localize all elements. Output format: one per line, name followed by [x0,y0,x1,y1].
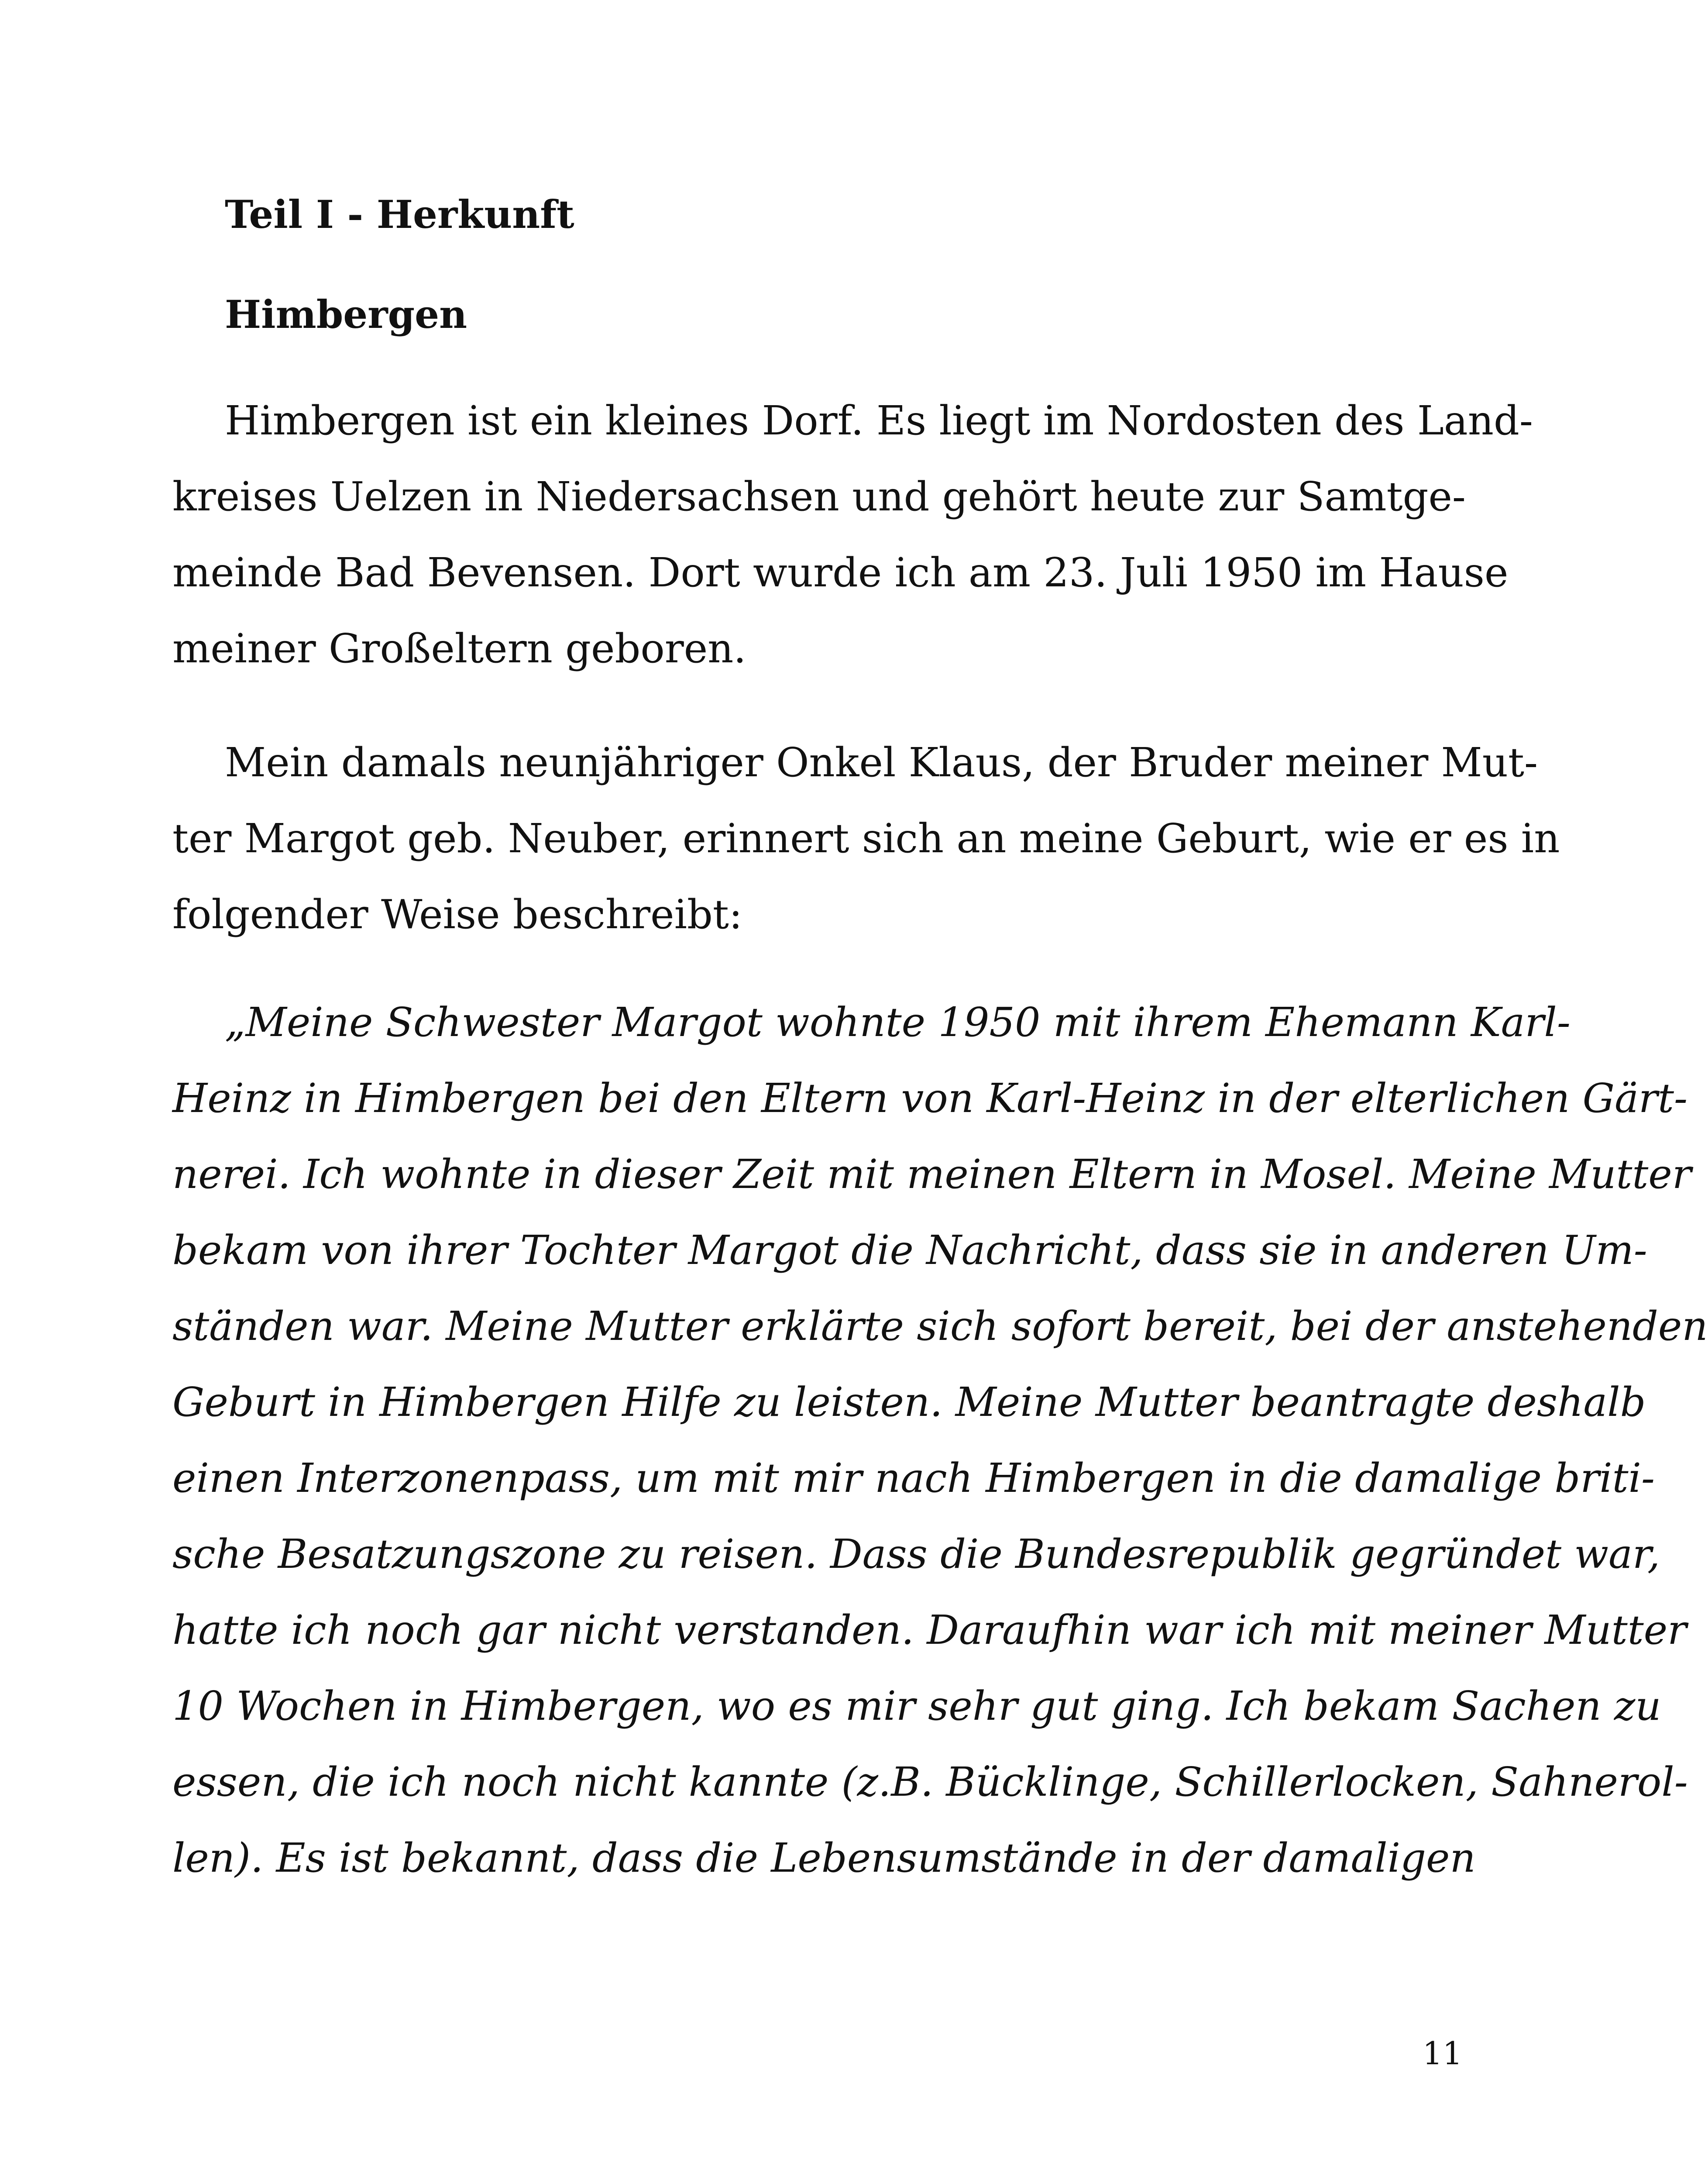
text-line: ter Margot geb. Neuber, erinnert sich an meine Geburt, wie er es in [172,815,1560,862]
quote-line: sche Besatzungszone zu reisen. Dass die Bundesrepublik gegründet war, [172,1531,1660,1577]
text-line: meinde Bad Bevensen. Dort wurde ich am 23. Juli 1950 im Hause [172,549,1509,596]
quote-line: ständen war. Meine Mutter erklärte sich sofort bereit, bei der anstehenden [172,1303,1708,1350]
quote-line: hatte ich noch gar nicht verstanden. Daraufhin war ich mit meiner Mutter [172,1607,1687,1653]
page-number: 11 [1423,2035,1463,2072]
quote-line: essen, die ich noch nicht kannte (z.B. Bücklinge, Schillerlocken, Sahnerol- [172,1759,1688,1805]
quote-line: 10 Wochen in Himbergen, wo es mir sehr gut ging. Ich bekam Sachen zu [172,1683,1661,1729]
part-heading: Teil I - Herkunft [225,192,574,237]
quote-line: „Meine Schwester Margot wohnte 1950 mit ihrem Ehemann Karl- [225,999,1571,1046]
quote-line: einen Interzonenpass, um mit mir nach Himbergen in die damalige briti- [172,1455,1655,1501]
quote-line: bekam von ihrer Tochter Margot die Nachricht, dass sie in anderen Um- [172,1227,1647,1274]
quote-line: nerei. Ich wohnte in dieser Zeit mit meinen Eltern in Mosel. Meine Mutter [172,1151,1691,1198]
quote-line: Heinz in Himbergen bei den Eltern von Karl-Heinz in der elterlichen Gärt- [172,1075,1688,1122]
quote-line: Geburt in Himbergen Hilfe zu leisten. Meine Mutter beantragte deshalb [172,1379,1646,1425]
text-line: kreises Uelzen in Niedersachsen und gehört heute zur Samtge- [172,473,1466,520]
paragraph-birthplace [172,383,1533,687]
paragraph-uncle-intro [172,725,1560,953]
text-line: folgender Weise beschreibt: [172,891,742,938]
text-line: meiner Großeltern geboren. [172,625,746,672]
text-line: Himbergen ist ein kleines Dorf. Es liegt im Nordosten des Land- [225,397,1533,444]
quote-line: len). Es ist bekannt, dass die Lebensumstände in der damaligen [172,1835,1476,1881]
quote-uncle-klaus [172,985,1708,1896]
text-line: Mein damals neunjähriger Onkel Klaus, der Bruder meiner Mut- [225,739,1538,786]
section-heading: Himbergen [225,292,467,337]
